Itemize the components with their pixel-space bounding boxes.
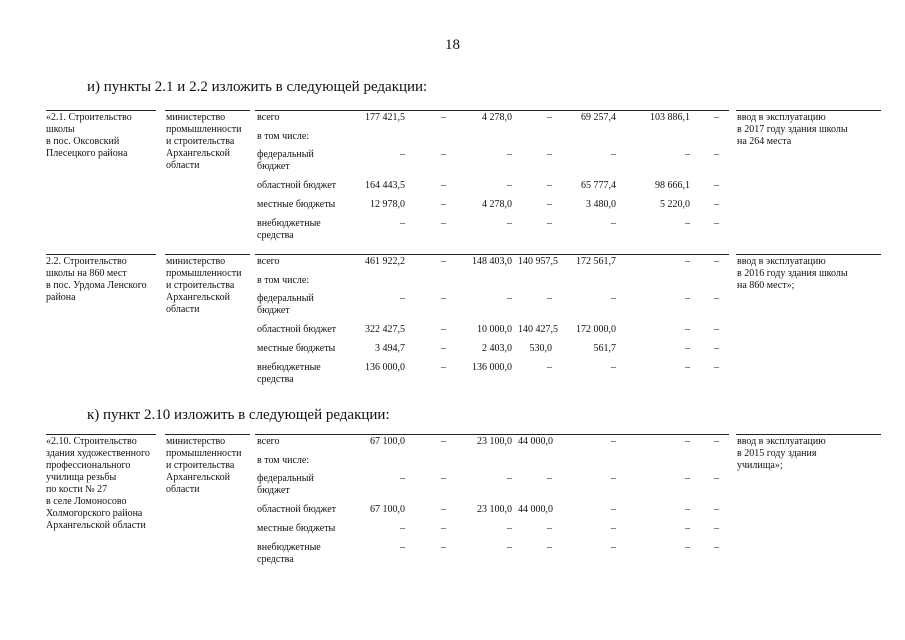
funding-value: 65 777,4 (581, 180, 616, 191)
top-rule (46, 110, 156, 111)
funding-value: – (547, 542, 552, 553)
funding-value: 136 000,0 (472, 362, 512, 373)
responsible-line: области (166, 484, 200, 495)
responsible-line: министерство (166, 256, 226, 267)
project-name-line: профессионального (46, 460, 131, 471)
funding-value: – (441, 436, 446, 447)
funding-value: – (685, 436, 690, 447)
result-line: ввод в эксплуатацию (737, 256, 826, 267)
funding-value: – (685, 256, 690, 267)
result-line: в 2016 году здания школы (737, 268, 848, 279)
funding-value: – (441, 180, 446, 191)
funding-source-line: в том числе: (257, 275, 310, 286)
funding-value: – (714, 218, 719, 229)
funding-value: 172 561,7 (576, 256, 616, 267)
funding-source-line: в том числе: (257, 131, 310, 142)
funding-source-label (257, 256, 357, 268)
top-rule (736, 254, 881, 255)
funding-value: 561,7 (593, 343, 616, 354)
funding-source-label (257, 275, 357, 287)
project-name-line: в пос. Оксовский (46, 136, 120, 147)
funding-value: – (685, 293, 690, 304)
funding-value: – (507, 180, 512, 191)
project-name-line: Архангельской области (46, 520, 146, 531)
funding-source-line: местные бюджеты (257, 523, 336, 534)
funding-value: – (547, 523, 552, 534)
funding-source-label (257, 473, 357, 497)
funding-value: – (714, 523, 719, 534)
funding-source-label (257, 523, 357, 535)
funding-value: – (685, 218, 690, 229)
funding-value: 530,0 (529, 343, 552, 354)
funding-source-label (257, 112, 357, 124)
funding-value: – (685, 324, 690, 335)
project-name-line: училища резьбы (46, 472, 117, 483)
funding-value: 10 000,0 (477, 324, 512, 335)
funding-source-line: федеральный (257, 149, 314, 160)
responsible-line: министерство (166, 436, 226, 447)
funding-value: – (441, 523, 446, 534)
funding-value: – (611, 504, 616, 515)
project-name-line: «2.10. Строительство (46, 436, 137, 447)
project-name-line: здания художественного (46, 448, 150, 459)
funding-value: 67 100,0 (370, 504, 405, 515)
funding-value: – (685, 362, 690, 373)
result-line: училища»; (737, 460, 783, 471)
project-name-line: школы (46, 124, 75, 135)
funding-source-label (257, 218, 357, 242)
responsible-line: и строительства (166, 280, 235, 291)
top-rule (736, 110, 881, 111)
funding-value: – (441, 324, 446, 335)
funding-value: 23 100,0 (477, 436, 512, 447)
funding-source-label (257, 504, 357, 516)
funding-value: 4 278,0 (482, 112, 512, 123)
funding-value: 172 000,0 (576, 324, 616, 335)
result-line: на 264 места (737, 136, 792, 147)
funding-value: – (714, 293, 719, 304)
funding-source-label (257, 324, 357, 336)
funding-source-label (257, 343, 357, 355)
funding-value: – (714, 436, 719, 447)
funding-source-line: всего (257, 112, 280, 123)
funding-value: – (714, 199, 719, 210)
funding-value: – (400, 542, 405, 553)
funding-value: 461 922,2 (365, 256, 405, 267)
funding-value: – (441, 293, 446, 304)
funding-value: – (441, 256, 446, 267)
funding-source-line: областной бюджет (257, 180, 337, 191)
responsible-line: Архангельской (166, 292, 230, 303)
funding-value: – (547, 112, 552, 123)
funding-source-line: средства (257, 554, 294, 565)
funding-value: 44 000,0 (518, 504, 553, 515)
funding-source-line: средства (257, 374, 294, 385)
result-line: ввод в эксплуатацию (737, 436, 826, 447)
funding-value: 67 100,0 (370, 436, 405, 447)
funding-value: – (441, 112, 446, 123)
funding-source-line: федеральный (257, 293, 314, 304)
funding-value: – (507, 293, 512, 304)
funding-source-line: бюджет (257, 305, 290, 316)
funding-value: 140 957,5 (518, 256, 558, 267)
project-name-line: по кости № 27 (46, 484, 108, 495)
funding-value: – (714, 473, 719, 484)
project-name-line: «2.1. Строительство (46, 112, 132, 123)
funding-source-line: внебюджетные (257, 218, 321, 229)
funding-value: – (547, 199, 552, 210)
funding-source-line: всего (257, 256, 280, 267)
responsible-line: Архангельской (166, 472, 230, 483)
page-number: 18 (445, 37, 460, 53)
responsible-line: и строительства (166, 460, 235, 471)
responsible-line: и строительства (166, 136, 235, 147)
funding-value: – (547, 293, 552, 304)
responsible-line: области (166, 304, 200, 315)
funding-value: – (400, 149, 405, 160)
funding-value: – (441, 218, 446, 229)
funding-value: – (685, 343, 690, 354)
funding-value: – (611, 542, 616, 553)
funding-value: 23 100,0 (477, 504, 512, 515)
funding-value: – (400, 523, 405, 534)
funding-value: – (611, 149, 616, 160)
funding-value: – (507, 149, 512, 160)
funding-value: 103 886,1 (650, 112, 690, 123)
funding-value: – (547, 362, 552, 373)
funding-value: – (547, 180, 552, 191)
funding-value: – (441, 149, 446, 160)
funding-source-line: внебюджетные (257, 542, 321, 553)
funding-value: – (547, 473, 552, 484)
funding-value: – (611, 473, 616, 484)
funding-source-line: внебюджетные (257, 362, 321, 373)
funding-value: 98 666,1 (655, 180, 690, 191)
responsible-line: министерство (166, 112, 226, 123)
project-name-line: района (46, 292, 76, 303)
expected-result (737, 436, 882, 472)
funding-source-line: всего (257, 436, 280, 447)
funding-source-line: местные бюджеты (257, 343, 336, 354)
responsible-line: области (166, 160, 200, 171)
funding-value: – (441, 542, 446, 553)
funding-value: – (611, 362, 616, 373)
result-line: в 2017 году здания школы (737, 124, 848, 135)
funding-row (46, 149, 736, 179)
responsible-line: Архангельской (166, 148, 230, 159)
funding-value: – (714, 362, 719, 373)
funding-source-label (257, 149, 357, 173)
funding-source-label (257, 542, 357, 566)
project-name-line: Плесецкого района (46, 148, 128, 159)
funding-value: – (507, 473, 512, 484)
funding-value: – (611, 523, 616, 534)
funding-value: 177 421,5 (365, 112, 405, 123)
funding-value: – (441, 473, 446, 484)
top-rule (255, 110, 729, 111)
funding-source-label (257, 362, 357, 386)
funding-source-line: федеральный (257, 473, 314, 484)
funding-value: 148 403,0 (472, 256, 512, 267)
top-rule (255, 254, 729, 255)
funding-value: – (611, 293, 616, 304)
heading-section-k: к) пункт 2.10 изложить в следующей редакции: (87, 407, 390, 423)
top-rule (46, 254, 156, 255)
heading-section-i: и) пункты 2.1 и 2.2 изложить в следующей редакции: (87, 79, 428, 95)
top-rule (165, 254, 250, 255)
top-rule (165, 434, 250, 435)
funding-source-line: местные бюджеты (257, 199, 336, 210)
funding-value: 44 000,0 (518, 436, 553, 447)
top-rule (165, 110, 250, 111)
funding-value: – (714, 504, 719, 515)
funding-source-label (257, 436, 357, 448)
funding-value: 12 978,0 (370, 199, 405, 210)
funding-row (46, 293, 736, 323)
funding-value: – (400, 293, 405, 304)
result-line: в 2015 году здания (737, 448, 817, 459)
funding-value: – (441, 343, 446, 354)
funding-value: 5 220,0 (660, 199, 690, 210)
funding-value: – (441, 504, 446, 515)
funding-value: – (547, 218, 552, 229)
project-name-line: Холмогорского района (46, 508, 143, 519)
expected-result (737, 112, 882, 148)
funding-row (46, 362, 736, 392)
funding-source-line: в том числе: (257, 455, 310, 466)
funding-value: 136 000,0 (365, 362, 405, 373)
funding-value: 4 278,0 (482, 199, 512, 210)
funding-value: 69 257,4 (581, 112, 616, 123)
funding-source-label (257, 180, 357, 192)
responsible-line: промышленности (166, 268, 242, 279)
funding-value: – (611, 218, 616, 229)
top-rule (255, 434, 729, 435)
funding-value: – (685, 149, 690, 160)
funding-value: – (714, 324, 719, 335)
responsible-line: промышленности (166, 448, 242, 459)
funding-value: 3 494,7 (375, 343, 405, 354)
top-rule (736, 434, 881, 435)
funding-value: – (507, 218, 512, 229)
result-line: ввод в эксплуатацию (737, 112, 826, 123)
project-name-line: в пос. Урдома Ленского (46, 280, 147, 291)
funding-value: – (507, 523, 512, 534)
funding-source-line: областной бюджет (257, 324, 337, 335)
funding-value: – (714, 180, 719, 191)
funding-source-label (257, 455, 357, 467)
funding-value: 164 443,5 (365, 180, 405, 191)
top-rule (46, 434, 156, 435)
project-name-line: в селе Ломоносово (46, 496, 127, 507)
funding-value: – (714, 256, 719, 267)
expected-result (737, 256, 882, 292)
funding-value: – (400, 473, 405, 484)
funding-value: 2 403,0 (482, 343, 512, 354)
result-line: на 860 мест»; (737, 280, 795, 291)
funding-value: – (441, 362, 446, 373)
funding-value: – (685, 523, 690, 534)
funding-value: 3 480,0 (586, 199, 616, 210)
funding-row (46, 218, 736, 248)
funding-value: – (714, 149, 719, 160)
funding-value: – (685, 504, 690, 515)
funding-value: 322 427,5 (365, 324, 405, 335)
funding-value: – (714, 542, 719, 553)
funding-source-line: бюджет (257, 161, 290, 172)
funding-row (46, 473, 736, 503)
funding-value: – (714, 112, 719, 123)
funding-value: – (400, 218, 405, 229)
funding-value: – (507, 542, 512, 553)
funding-source-line: средства (257, 230, 294, 241)
funding-source-label (257, 131, 357, 143)
funding-value: – (685, 542, 690, 553)
funding-value: – (547, 149, 552, 160)
funding-value: 140 427,5 (518, 324, 558, 335)
responsible-line: промышленности (166, 124, 242, 135)
funding-source-line: бюджет (257, 485, 290, 496)
project-name-line: 2.2. Строительство (46, 256, 127, 267)
funding-source-label (257, 293, 357, 317)
funding-value: – (441, 199, 446, 210)
funding-source-line: областной бюджет (257, 504, 337, 515)
funding-value: – (611, 436, 616, 447)
funding-value: – (685, 473, 690, 484)
funding-source-label (257, 199, 357, 211)
funding-value: – (714, 343, 719, 354)
project-name-line: школы на 860 мест (46, 268, 127, 279)
funding-row (46, 542, 736, 572)
